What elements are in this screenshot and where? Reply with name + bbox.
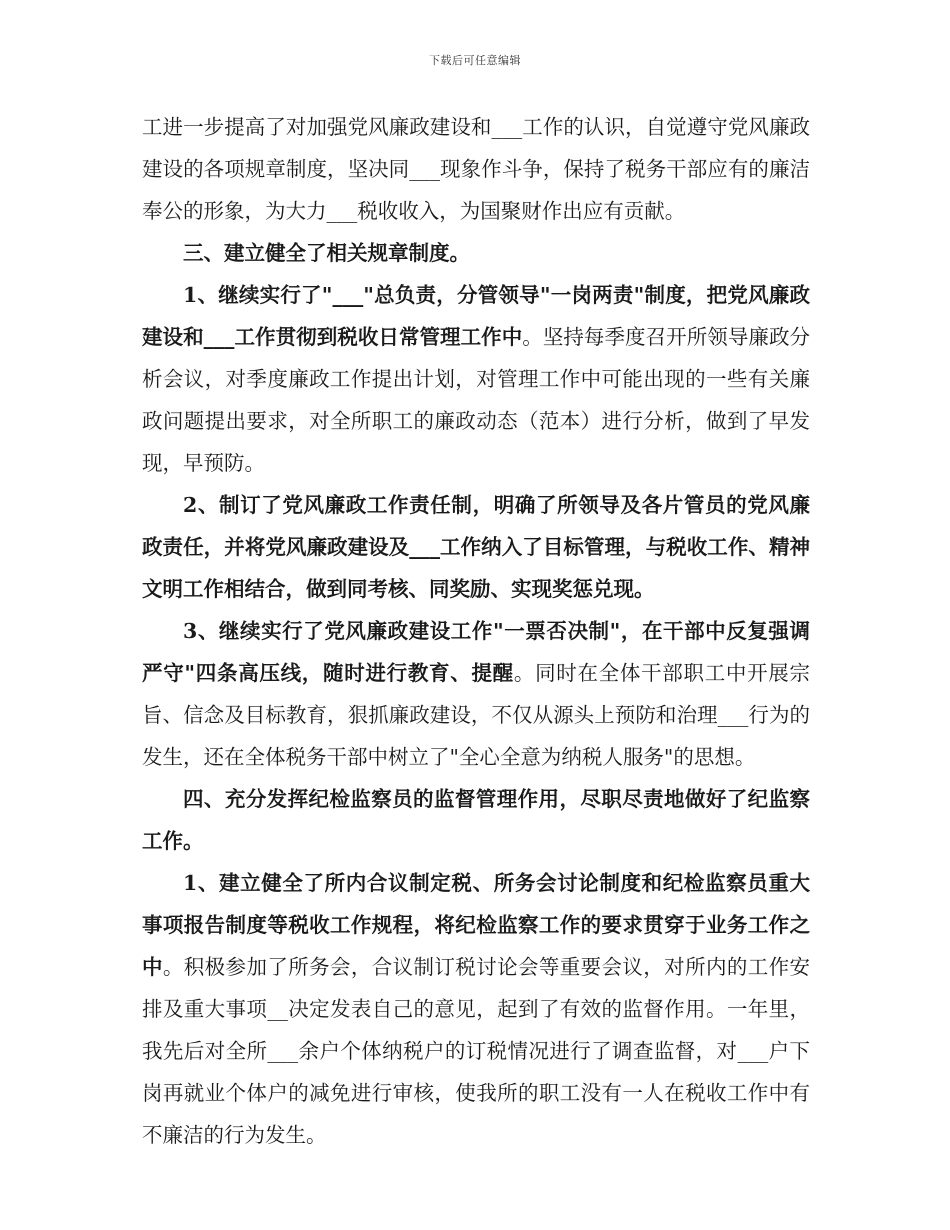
paragraph-text: 。积极参加了所务会，合议制订税讨论会等重要会议，对所内的工作安排及重大事项__决定发表自己的意见，起到了有效的监督作用。一年里，我先后对全所___余户个体纳税户的订税情况进行了调查监督，对___户下岗再就业个体户的减免进行审核，使我所的职工没有一人在税收工作中有不廉洁的行为发生。 [142, 955, 811, 1147]
paragraph-lead-bold: 1、建立健全了所内合议制定税、所务会讨论制度和纪检监察员重大事项报告制度等税收工作规程，将纪检监察工作的要求贯穿于业务工作之中 [142, 871, 810, 979]
paragraph-item-3 [142, 610, 810, 778]
paragraph-lead-bold: 2、制订了党风廉政工作责任制，明确了所领导及各片管员的党风廉政责任，并将党风廉政建设及___工作纳入了目标管理，与税收工作、精神文明工作相结合，做到同考核、同奖励、实现奖惩兑现。 [142, 493, 810, 601]
paragraph-item-1 [142, 274, 810, 484]
section-heading-three [142, 232, 810, 274]
section-heading-four [142, 778, 810, 862]
paragraph-text: 。同时在全体干部职工中开展宗旨、信念及目标教育，狠抓廉政建设，不仅从源头上预防和治理___行为的发生，还在全体税务干部中树立了"全心全意为纳税人服务"的思想。 [142, 661, 811, 769]
section-heading-text: 三、建立健全了相关规章制度。 [183, 241, 470, 265]
paragraph-text: 工进一步提高了对加强党风廉政建设和___工作的认识，自觉遵守党风廉政建设的各项规章制度，坚决同___现象作斗争，保持了税务干部应有的廉洁奉公的形象，为大力___税收收入，为国聚财作出应有贡献。 [142, 115, 810, 223]
paragraph-item-2 [142, 484, 810, 610]
paragraph-text: 。坚持每季度召开所领导廉政分析会议，对季度廉政工作提出计划，对管理工作中可能出现的一些有关廉政问题提出要求，对全所职工的廉政动态（范本）进行分析，做到了早发现，早预防。 [142, 325, 810, 475]
paragraph-item-4-1 [142, 862, 810, 1156]
document-body [142, 106, 810, 1156]
paragraph-lead-bold: 1、继续实行了"___"总负责，分管领导"一岗两责"制度，把党风廉政建设和___工作贯彻到税收日常管理工作中 [142, 283, 810, 349]
page-header-note: 下载后可任意编辑 [429, 54, 521, 67]
section-heading-text: 四、充分发挥纪检监察员的监督管理作用，尽职尽责地做好了纪监察工作。 [142, 787, 810, 853]
paragraph-lead-bold: 3、继续实行了党风廉政建设工作"一票否决制"，在干部中反复强调严守"四条高压线，随时进行教育、提醒 [142, 619, 810, 685]
paragraph-continuation [142, 106, 810, 232]
